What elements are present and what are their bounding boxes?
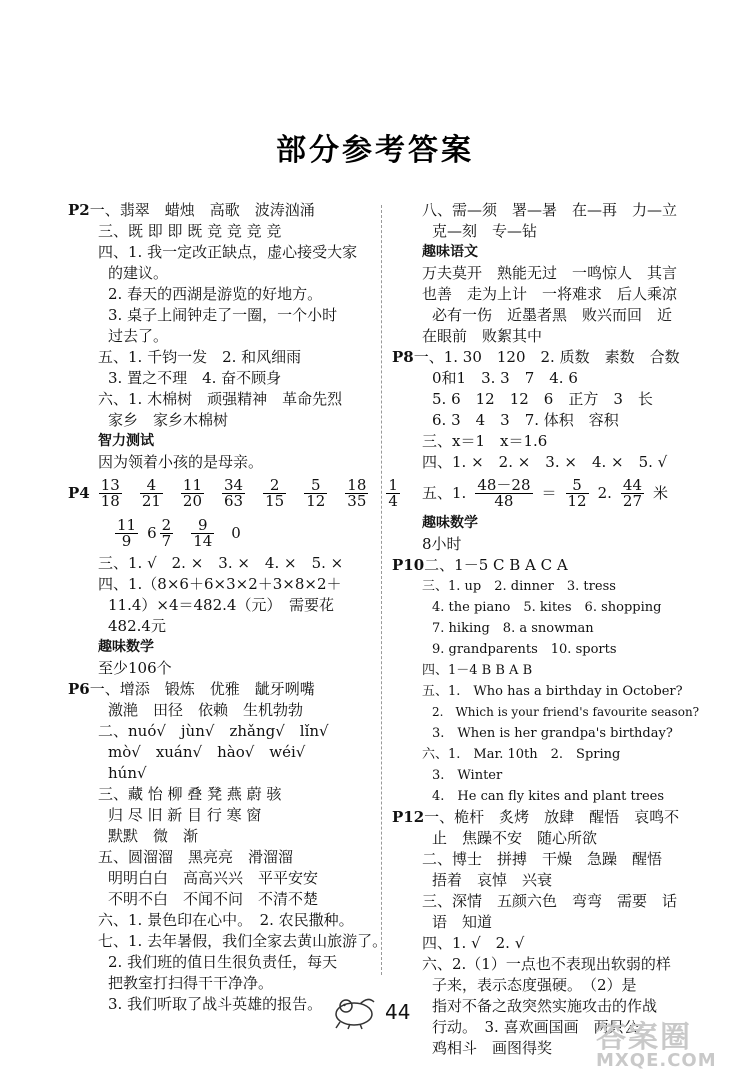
p2-line-5: 2. 春天的西湖是游览的好地方。 — [108, 285, 323, 303]
fraction: $\frac{11}{20}$ — [182, 475, 202, 510]
p8-line-4: 6. 3 4 3 7. 体积 容积 — [432, 411, 619, 429]
p10-line-11: 3. Winter — [432, 768, 503, 783]
p2-line-3: 四、1. 我一定改正缺点，虚心接受大家 — [98, 243, 358, 261]
fraction: $\frac{18}{35}$ — [347, 475, 367, 510]
mascot-icon — [330, 990, 378, 1030]
p6-line-7: 归 尽 旧 新 目 行 寒 窗 — [108, 806, 262, 824]
p12-line-5: 三、深情 五颜六色 弯弯 需要 话 — [422, 892, 678, 910]
p8-line-2: 0和1 3. 3 7 4. 6 — [432, 369, 578, 387]
p6-line-5: hún√ — [108, 764, 147, 782]
p6-line-10: 明明白白 高高兴兴 平平安安 — [108, 869, 319, 887]
p8-line-6: 四、1. × 2. × 3. × 4. × 5. √ — [422, 453, 668, 471]
page-number: 44 — [385, 1000, 411, 1024]
fraction: $\frac{5}{12}$ — [306, 475, 326, 510]
p10-line-5: 9. grandparents 10. sports — [432, 642, 617, 657]
left-column — [68, 200, 398, 1015]
p4-fraction-row-1 — [68, 473, 398, 513]
p6-label: P6 — [68, 680, 90, 698]
fraction: $\frac{44}{27}$ — [622, 475, 643, 510]
p2-line-4: 的建议。 — [108, 264, 169, 282]
mixed-whole: 6 — [147, 523, 157, 542]
p6-line-3: 二、nuó√ jùn√ zhǎng√ lǐn√ — [98, 722, 329, 740]
p10-line-7: 五、1. Who has a birthday in October? — [422, 684, 683, 699]
p12-line-8: 六、2.（1）一点也不表现出软弱的样 — [422, 955, 671, 973]
p4-fraction-row-2 — [68, 513, 376, 553]
p2-line-10: 六、1. 木棉树 顽强精神 革命先烈 — [98, 390, 343, 408]
p6-line-16: 3. 我们听取了战斗英雄的报告。 — [108, 995, 323, 1013]
p12-label: P12 — [392, 808, 425, 826]
p8-line-5: 三、x＝1 x＝1.6 — [422, 432, 548, 450]
fraction: $\frac{2}{7}$ — [161, 515, 172, 550]
p2-line-12: 因为领着小孩的是母亲。 — [98, 453, 264, 471]
p8-line-1: P8一、1. 30 120 2. 质数 素数 合数 — [392, 348, 680, 366]
top-line-5: 必有一伤 近墨者黑 败兴而回 近 — [432, 306, 673, 324]
p10-line-10: 六、1. Mar. 10th 2. Spring — [422, 747, 621, 762]
p10-line-1: P10二、1－5 C B A C A — [392, 556, 568, 574]
fraction: $\frac{4}{21}$ — [141, 475, 161, 510]
p8-label: P8 — [392, 348, 414, 366]
p12-line-4: 捂着 哀悼 兴衰 — [432, 871, 553, 889]
p4-line-1: 三、1. √ 2. × 3. × 4. × 5. × — [98, 554, 344, 572]
fraction: $\frac{48-28}{48}$ — [477, 475, 531, 510]
p2-subheading: 智力测试 — [98, 433, 154, 449]
p4-line-2: 四、1.（8×6＋6×3×2＋3×8×2＋ — [98, 575, 342, 593]
p4-line-4: 482.4元 — [108, 617, 166, 635]
p6-line-9: 五、圆溜溜 黑亮亮 滑溜溜 — [98, 848, 294, 866]
p2-line-7: 过去了。 — [108, 327, 169, 345]
p4-subheading: 趣味数学 — [98, 639, 154, 655]
p12-line-6: 语 知道 — [432, 913, 493, 931]
p2-line-2: 三、既 即 即 既 竞 竞 竞 竞 — [98, 222, 282, 240]
zero-answer: 0 — [231, 523, 241, 542]
p6-line-11: 不明不白 不闻不问 不清不楚 — [108, 890, 319, 908]
p8-line-8: 8小时 — [422, 535, 462, 553]
p6-line-4: mò√ xuán√ hào√ wéi√ — [108, 743, 306, 761]
p8-subheading: 趣味数学 — [422, 515, 478, 531]
p6-line-6: 三、藏 怡 柳 叠 凳 燕 蔚 骇 — [98, 785, 282, 803]
p4-line-3: 11.4）×4＝482.4（元） 需要花 — [108, 596, 334, 614]
p6-line-12: 六、1. 景色印在心中。 2. 农民撒种。 — [98, 911, 354, 929]
watermark-line-2: MXQE.COM — [596, 1050, 717, 1071]
p10-line-4: 7. hiking 8. a snowman — [432, 621, 594, 636]
unit: 米 — [653, 483, 669, 502]
p2-line-9: 3. 置之不理 4. 奋不顾身 — [108, 369, 282, 387]
page-title: 部分参考答案 — [276, 133, 474, 168]
p8-fraction-row: 五、1. $\frac{48-28}{48}$ ＝ $\frac{5}{12}$ 2. $\frac{44}{27}$ 米 — [422, 475, 669, 510]
p6-line-8: 默默 微 渐 — [108, 827, 199, 845]
p4-line-5: 至少106个 — [98, 659, 172, 677]
fraction: $\frac{9}{14}$ — [193, 515, 213, 550]
p2-line-11: 家乡 家乡木棉树 — [108, 411, 229, 429]
p12-line-7: 四、1. √ 2. √ — [422, 934, 525, 952]
p2-line-1: P2一、翡翠 蜡烛 高歌 波涛汹涌 — [68, 201, 315, 219]
p10-line-12: 4. He can fly kites and plant trees — [432, 789, 665, 804]
p12-line-2: 止 焦躁不安 随心所欲 — [432, 829, 598, 847]
p12-line-11: 行动。 3. 喜欢画国画 两只公 — [432, 1018, 639, 1036]
p12-line-3: 二、博士 拼搏 干燥 急躁 醒悟 — [422, 850, 663, 868]
fraction: $\frac{11}{9}$ — [117, 515, 137, 550]
p10-line-3: 4. the piano 5. kites 6. shopping — [432, 600, 662, 615]
watermark-line-1: 答案圈 — [596, 1020, 692, 1055]
fraction: $\frac{13}{18}$ — [100, 475, 120, 510]
fraction: $\frac{34}{63}$ — [224, 475, 244, 510]
top-line-4: 也善 走为上计 一将难求 后人乘凉 — [422, 285, 678, 303]
p2-label: P2 — [68, 201, 90, 219]
top-line-2: 克—刻 专—钻 — [432, 222, 538, 240]
top-subheading: 趣味语文 — [422, 244, 478, 260]
p10-line-8: 2. Which is your friend's favourite season? — [432, 705, 700, 719]
column-divider — [381, 205, 382, 975]
watermark — [596, 1012, 736, 1071]
p4-label: P4 — [68, 483, 90, 502]
fraction: $\frac{5}{12}$ — [567, 475, 587, 510]
p12-line-1: P12一、桅杆 炙烤 放肆 醒悟 哀鸣不 — [392, 808, 680, 826]
p6-line-15: 把教室打扫得干干净净。 — [108, 974, 274, 992]
p12-line-12: 鸡相斗 画图得奖 — [432, 1039, 553, 1057]
p6-line-13: 七、1. 去年暑假，我们全家去黄山旅游了。 — [98, 932, 388, 950]
p12-line-9: 子来，表示态度强硬。 （2）是 — [432, 976, 637, 994]
fraction: $\frac{2}{15}$ — [265, 475, 285, 510]
p2-line-8: 五、1. 千钧一发 2. 和风细雨 — [98, 348, 302, 366]
p10-line-9: 3. When is her grandpa's birthday? — [432, 726, 673, 741]
top-line-6: 在眼前 败絮其中 — [422, 327, 543, 345]
p6-line-14: 2. 我们班的值日生很负责任，每天 — [108, 953, 338, 971]
p10-line-6: 四、1－4 B B A B — [422, 663, 533, 678]
top-line-3: 万夫莫开 熟能无过 一鸣惊人 其言 — [422, 264, 678, 282]
p8-line-3: 5. 6 12 12 6 正方 3 长 — [432, 390, 653, 408]
p2-line-6: 3. 桌子上闹钟走了一圈，一个小时 — [108, 306, 338, 324]
right-column — [392, 200, 712, 1059]
p6-line-2: 激滟 田径 依赖 生机勃勃 — [108, 701, 304, 719]
p12-line-10: 指对不备之敌突然实施攻击的作战 — [432, 997, 658, 1015]
fraction: $\frac{1}{4}$ — [388, 475, 398, 510]
p6-line-1: P6一、增添 锻炼 优雅 龇牙咧嘴 — [68, 680, 315, 698]
p10-label: P10 — [392, 556, 425, 574]
top-line-1: 八、需—须 署—暑 在—再 力—立 — [422, 201, 678, 219]
p10-line-2: 三、1. up 2. dinner 3. tress — [422, 579, 616, 594]
